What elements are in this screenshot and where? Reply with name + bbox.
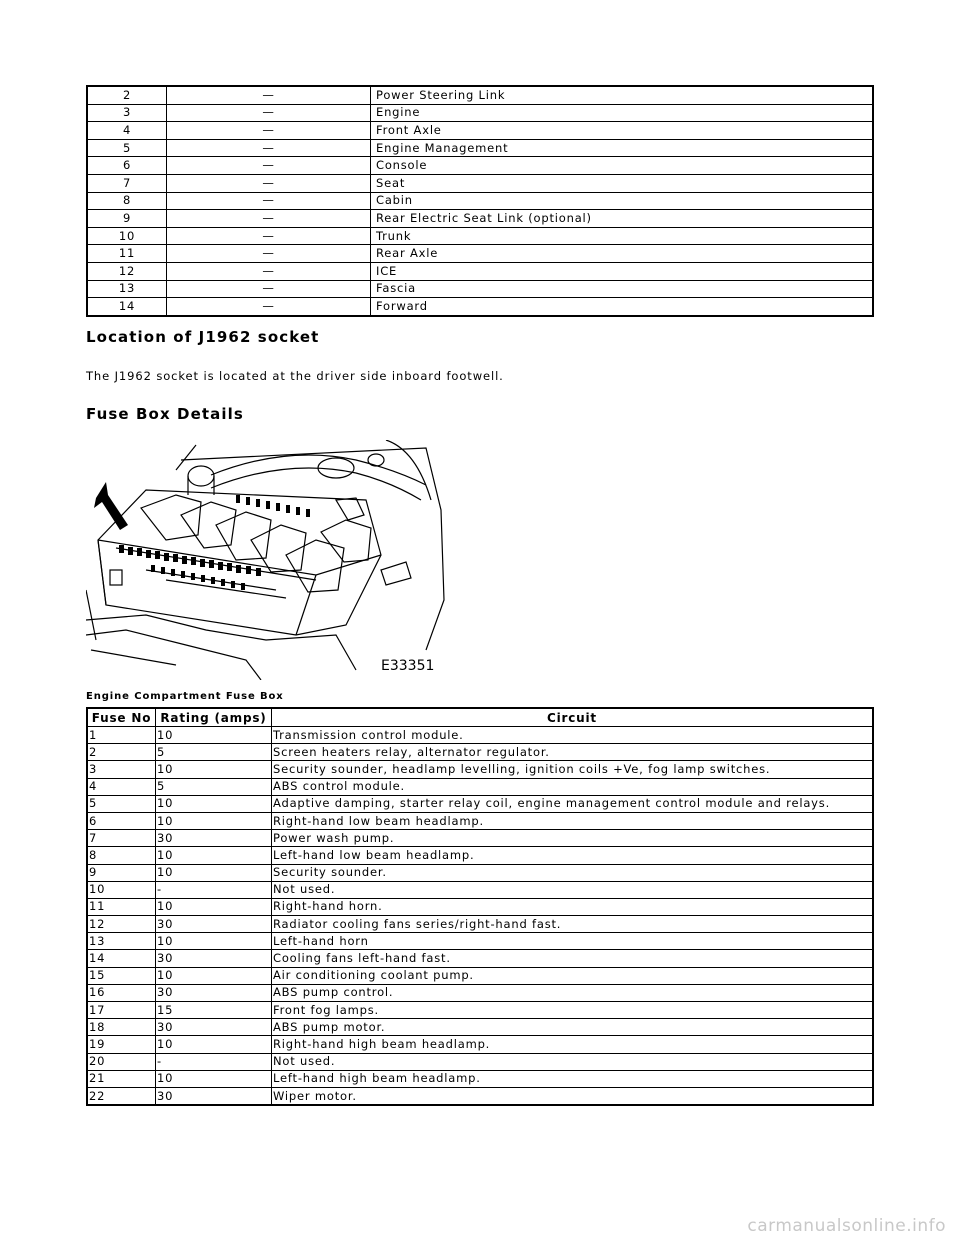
site-watermark: carmanualsonline.info [747,1216,946,1236]
fuse-number: 14 [87,950,156,967]
fuse-circuit: Left-hand horn [272,933,874,950]
fuse-number: 21 [87,1070,156,1087]
connector-row [87,227,873,245]
fuse-number: 3 [87,761,156,778]
connector-number: 14 [87,298,167,316]
fuse-row [87,761,873,778]
fuse-row [87,898,873,915]
fuse-circuit: Transmission control module. [272,727,874,744]
fuse-table-body [87,727,873,1106]
connector-table-body [87,86,873,316]
fuse-row [87,744,873,761]
fuse-circuit: Right-hand low beam headlamp. [272,812,874,829]
connector-dash: — [167,104,371,122]
connector-location: Cabin [371,192,874,210]
connector-number: 6 [87,157,167,175]
fuse-circuit: Security sounder. [272,864,874,881]
fuse-number: 2 [87,744,156,761]
fuse-circuit: Power wash pump. [272,830,874,847]
fuse-rating: 30 [156,830,272,847]
connector-number: 3 [87,104,167,122]
fuse-row [87,967,873,984]
fuse-rating: 30 [156,1087,272,1105]
fuse-row [87,984,873,1001]
connector-dash: — [167,280,371,298]
connector-dash: — [167,210,371,228]
fuse-rating: 10 [156,761,272,778]
connector-location: Engine [371,104,874,122]
fuse-rating: 10 [156,812,272,829]
fuse-rating: 10 [156,933,272,950]
fuse-row [87,881,873,898]
connector-location: Console [371,157,874,175]
fuse-circuit: Screen heaters relay, alternator regulator. [272,744,874,761]
fuse-number: 10 [87,881,156,898]
connector-location: Rear Axle [371,245,874,263]
fuse-rating: - [156,881,272,898]
fuse-row [87,727,873,744]
fuse-rating: 10 [156,864,272,881]
connector-location: ICE [371,262,874,280]
fuse-row [87,864,873,881]
connector-number: 7 [87,174,167,192]
fuse-circuit: ABS pump motor. [272,1019,874,1036]
connector-location: Front Axle [371,122,874,140]
fuse-number: 20 [87,1053,156,1070]
connector-row [87,262,873,280]
connector-dash: — [167,122,371,140]
connector-location: Seat [371,174,874,192]
fuse-number: 5 [87,795,156,812]
fuse-rating: 10 [156,795,272,812]
fuse-row [87,1036,873,1053]
fuse-row [87,1087,873,1105]
fuse-number: 9 [87,864,156,881]
fuse-circuit: Front fog lamps. [272,1002,874,1019]
fuse-rating: 15 [156,1002,272,1019]
connector-dash: — [167,262,371,280]
connector-number: 12 [87,262,167,280]
fuse-row [87,933,873,950]
fuse-rating: 5 [156,744,272,761]
fuse-number: 22 [87,1087,156,1105]
connector-table [86,85,874,317]
connector-location: Rear Electric Seat Link (optional) [371,210,874,228]
fuse-table-caption: Engine Compartment Fuse Box [86,691,284,702]
fuse-number: 12 [87,916,156,933]
connector-dash: — [167,227,371,245]
fuse-number: 8 [87,847,156,864]
connector-location: Engine Management [371,139,874,157]
connector-number: 8 [87,192,167,210]
connector-location: Fascia [371,280,874,298]
connector-row [87,280,873,298]
fuse-table-header-row [87,708,873,727]
connector-number: 2 [87,86,167,104]
fuse-rating: - [156,1053,272,1070]
fuse-number: 4 [87,778,156,795]
connector-row [87,210,873,228]
fuse-circuit: Not used. [272,881,874,898]
fuse-row [87,778,873,795]
fuse-rating: 30 [156,916,272,933]
fuse-circuit: ABS pump control. [272,984,874,1001]
fuse-row [87,950,873,967]
fuse-box-illustration [86,440,446,680]
fuse-rating: 10 [156,847,272,864]
fuse-rating: 10 [156,1070,272,1087]
header-fuse-no: Fuse No [87,708,156,727]
fuse-number: 17 [87,1002,156,1019]
fuse-number: 19 [87,1036,156,1053]
location-text: The J1962 socket is located at the driver side inboard footwell. [86,369,504,383]
fuse-circuit: Cooling fans left-hand fast. [272,950,874,967]
fuse-row [87,812,873,829]
connector-dash: — [167,245,371,263]
connector-row [87,86,873,104]
fuse-circuit: Not used. [272,1053,874,1070]
fuse-number: 16 [87,984,156,1001]
fuse-circuit: Adaptive damping, starter relay coil, engine management control module and relays. [272,795,874,812]
fuse-rating: 10 [156,1036,272,1053]
fuse-rating: 30 [156,984,272,1001]
connector-row [87,157,873,175]
connector-dash: — [167,174,371,192]
fuse-number: 7 [87,830,156,847]
header-rating: Rating (amps) [156,708,272,727]
fuse-box-heading: Fuse Box Details [86,405,244,423]
connector-number: 10 [87,227,167,245]
connector-dash: — [167,157,371,175]
header-circuit: Circuit [272,708,874,727]
fuse-row [87,795,873,812]
fuse-rating: 10 [156,727,272,744]
fuse-rating: 5 [156,778,272,795]
connector-number: 11 [87,245,167,263]
fuse-row [87,1002,873,1019]
fuse-circuit: Security sounder, headlamp levelling, ignition coils +Ve, fog lamp switches. [272,761,874,778]
connector-number: 9 [87,210,167,228]
connector-dash: — [167,192,371,210]
fuse-rating: 10 [156,898,272,915]
fuse-circuit: Left-hand high beam headlamp. [272,1070,874,1087]
fuse-circuit: Left-hand low beam headlamp. [272,847,874,864]
fuse-number: 13 [87,933,156,950]
connector-row [87,174,873,192]
pointer-arrow-icon [94,482,128,530]
fuse-row [87,830,873,847]
fuse-row [87,1019,873,1036]
fuse-rating: 10 [156,967,272,984]
connector-dash: — [167,139,371,157]
fuse-number: 15 [87,967,156,984]
connector-number: 5 [87,139,167,157]
connector-dash: — [167,86,371,104]
fuse-row [87,1070,873,1087]
fuse-rating: 30 [156,1019,272,1036]
fuse-circuit: ABS control module. [272,778,874,795]
fuse-circuit: Radiator cooling fans series/right-hand fast. [272,916,874,933]
fuse-circuit: Air conditioning coolant pump. [272,967,874,984]
connector-number: 13 [87,280,167,298]
connector-row [87,298,873,316]
figure-label: E33351 [381,658,435,674]
connector-location: Forward [371,298,874,316]
fuse-circuit: Right-hand high beam headlamp. [272,1036,874,1053]
connector-dash: — [167,298,371,316]
connector-row [87,245,873,263]
fuse-number: 1 [87,727,156,744]
location-heading: Location of J1962 socket [86,328,320,346]
connector-row [87,122,873,140]
fuse-circuit: Right-hand horn. [272,898,874,915]
connector-location: Power Steering Link [371,86,874,104]
fuse-row [87,847,873,864]
fuse-rating: 30 [156,950,272,967]
connector-row [87,139,873,157]
fuse-number: 18 [87,1019,156,1036]
connector-row [87,104,873,122]
fuse-table [86,707,874,1106]
connector-number: 4 [87,122,167,140]
fuse-number: 6 [87,812,156,829]
fuse-row [87,1053,873,1070]
fuse-circuit: Wiper motor. [272,1087,874,1105]
connector-row [87,192,873,210]
fuse-number: 11 [87,898,156,915]
connector-location: Trunk [371,227,874,245]
fuse-row [87,916,873,933]
